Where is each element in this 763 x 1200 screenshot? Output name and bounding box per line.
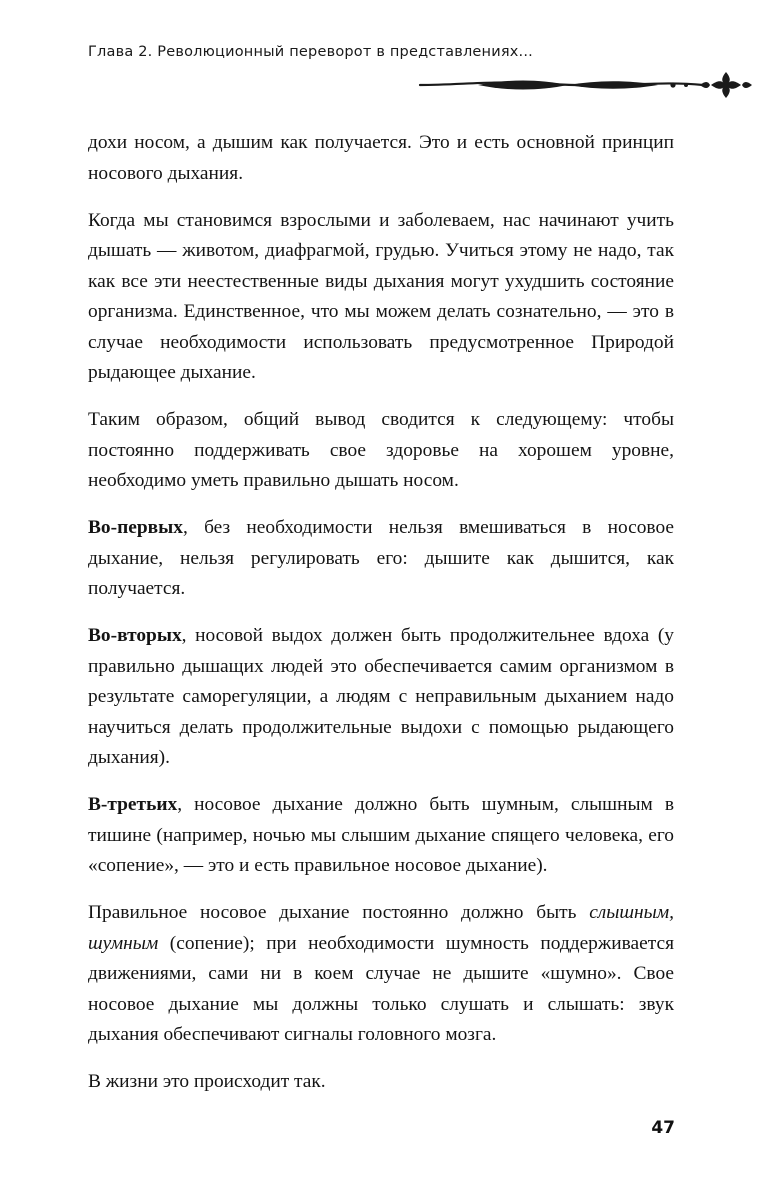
paragraph: [88, 1067, 674, 1098]
page-body: [88, 128, 674, 1098]
text-run: Таким образом, общий вывод сводится к следующему: чтобы постоянно поддерживать свое здоровье на хорошем уровне, необходимо уметь правильно дышать носом.: [88, 409, 674, 491]
text-run: В жизни это происходит так.: [88, 1071, 326, 1092]
page-number: 47: [651, 1118, 675, 1138]
text-run: дохи носом, а дышим как получается. Это и есть основной принцип носового дыхания.: [88, 132, 674, 184]
page-header: [88, 44, 688, 88]
diamond-floral-rule-icon: [418, 70, 763, 100]
text-run: Когда мы становимся взрослыми и заболеваем, нас начинают учить дышать — животом, диафрагмой, грудью. Учиться этому не надо, так как все эти неестественные виды дыхания могут ухудшить состояние организма. Единственное, что мы можем делать сознательно, — это в случае необходимости использовать предусмотренное Природой рыдающее дыхание.: [88, 209, 674, 383]
italic-emphasis: слышным, шумным: [88, 902, 674, 954]
text-run: , носовой выдох должен быть продолжительнее вдоха (у правильно дышащих людей это обеспечивается самим организмом в результате саморегуляции, а людям с неправильным дыханием надо научиться делать продолжительные выдохи с помощью рыдающего дыхания).: [88, 625, 674, 768]
text-run: , носовое дыхание должно быть шумным, слышным в тишине (например, ночью мы слышим дыхание спящего человека, его «сопение», — это и есть правильное носовое дыхание).: [88, 794, 674, 876]
bold-lead-in: В-третьих: [88, 794, 178, 815]
bold-lead-in: Во-вторых: [88, 625, 182, 646]
text-run: (сопение); при необходимости шумность поддерживается движениями, сами ни в коем случае не дышите «шумно». Свое носовое дыхание мы должны только слушать и слышать: звук дыхания обеспечивают сигналы головного мозга.: [88, 932, 674, 1045]
text-run: Правильное носовое дыхание постоянно должно быть: [88, 902, 590, 923]
bold-lead-in: Во-первых: [88, 517, 183, 538]
running-title: Глава 2. Революционный переворот в представлениях...: [88, 44, 533, 60]
text-run: , без необходимости нельзя вмешиваться в носовое дыхание, нельзя регулировать его: дышите как дышится, как получается.: [88, 517, 674, 599]
paragraph: [88, 790, 674, 882]
paragraph: [88, 405, 674, 497]
paragraph: [88, 621, 674, 774]
paragraph: [88, 898, 674, 1051]
paragraph: [88, 206, 674, 389]
paragraph: [88, 128, 674, 189]
paragraph: [88, 513, 674, 605]
